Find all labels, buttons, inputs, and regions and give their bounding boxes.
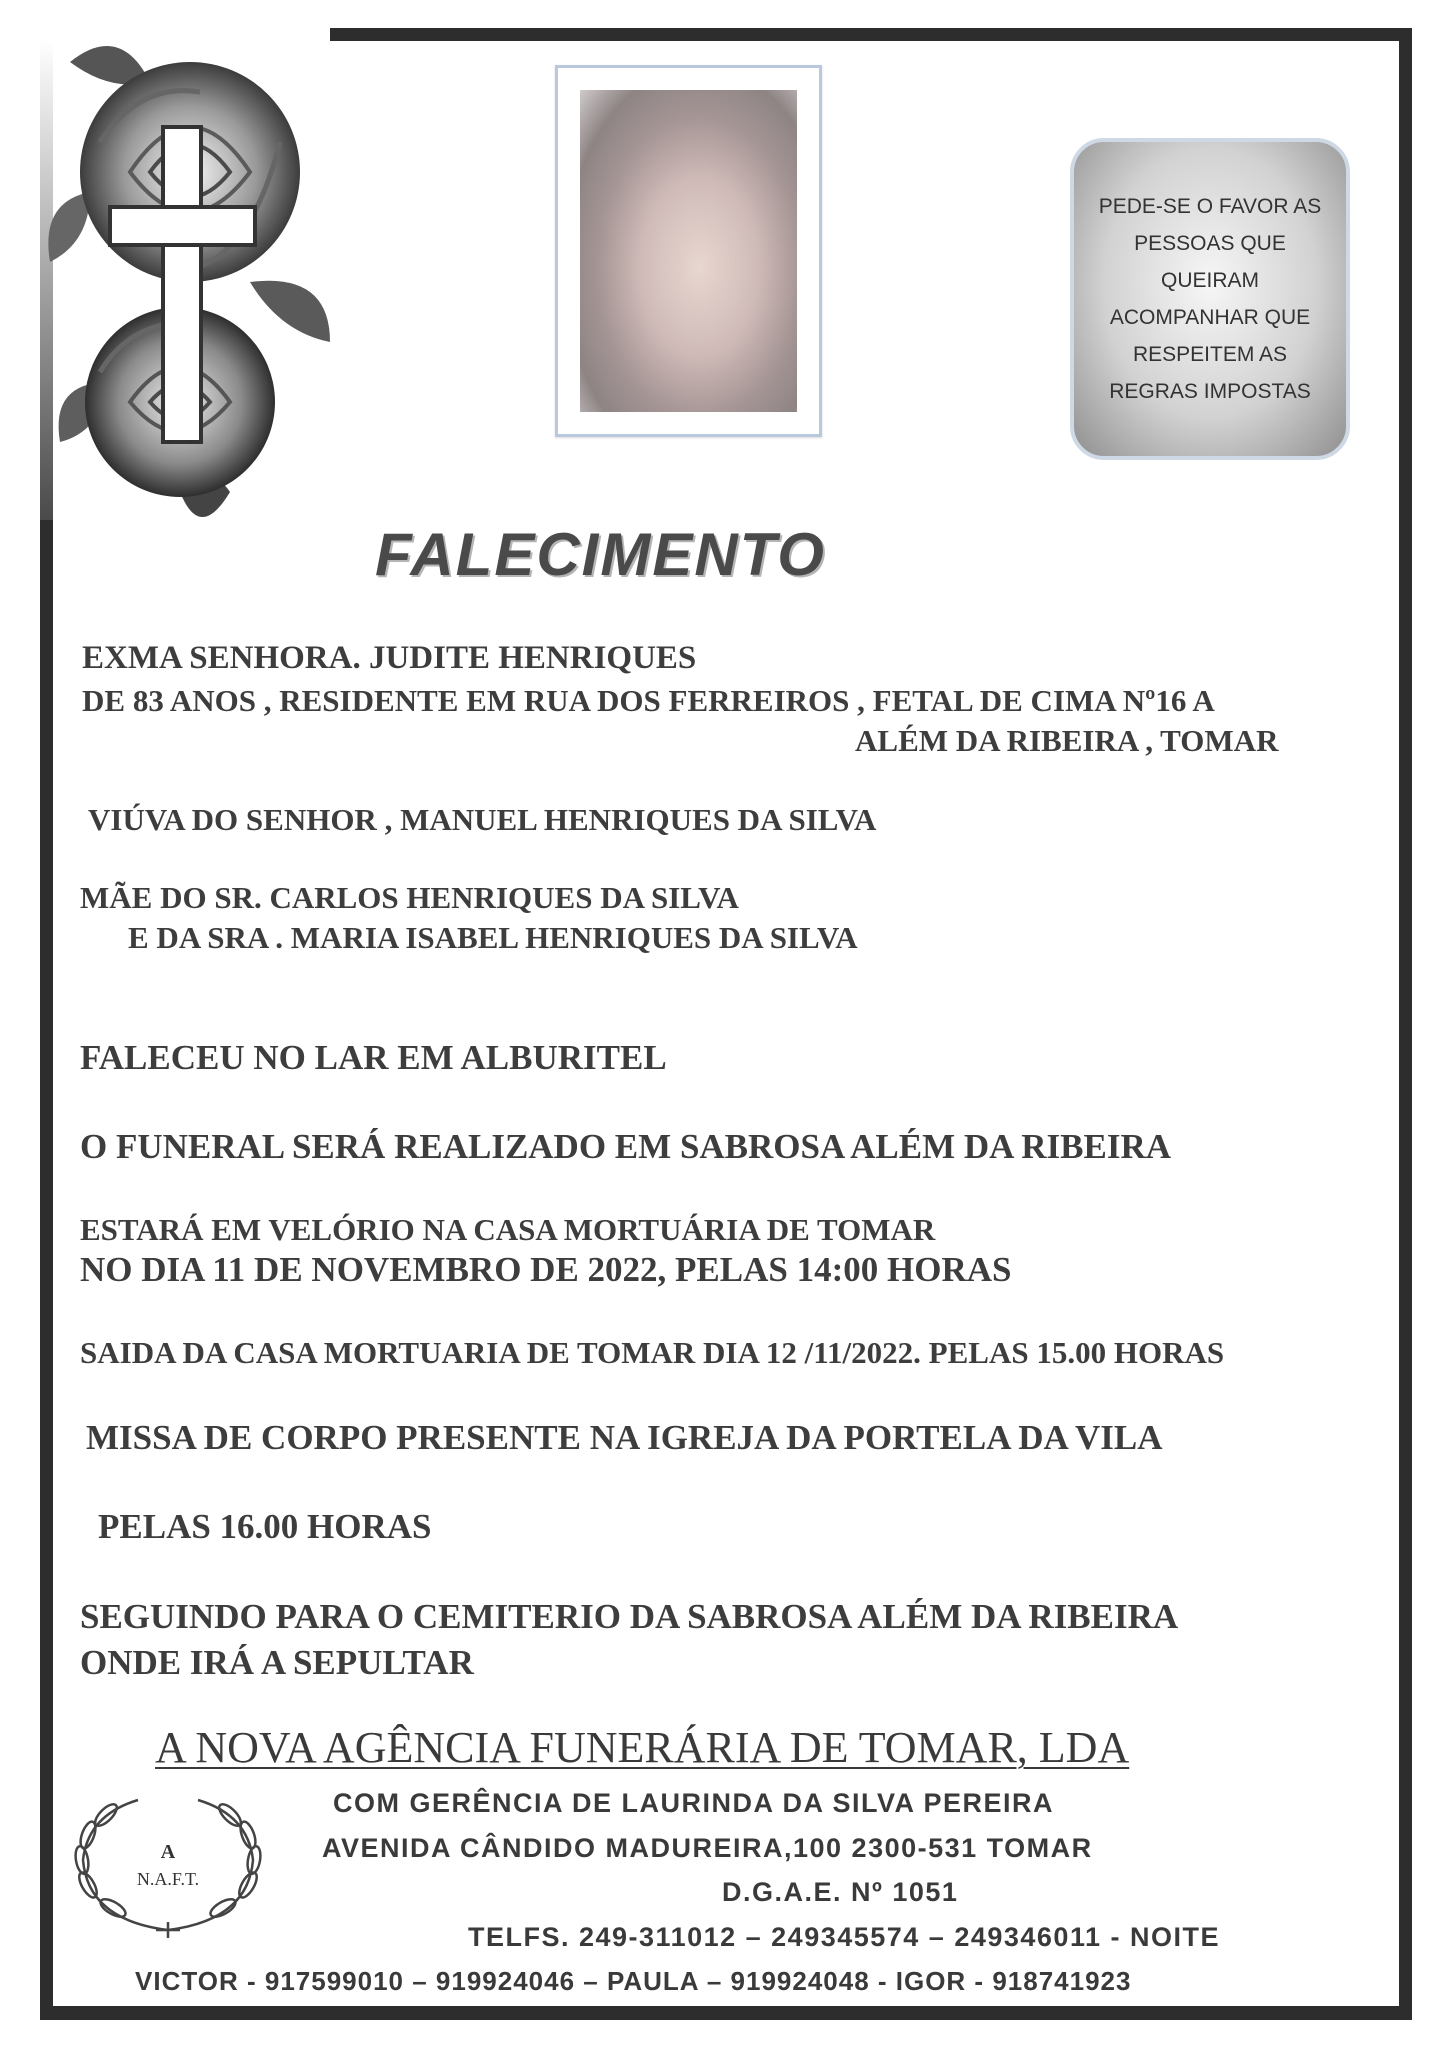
wake-line-1: ESTARÁ EM VELÓRIO NA CASA MORTUÁRIA DE TOMAR xyxy=(80,1212,936,1247)
notice-line: REGRAS IMPOSTAS xyxy=(1109,380,1311,403)
funeral-line: O FUNERAL SERÁ REALIZADO EM SABROSA ALÉM DA RIBEIRA xyxy=(80,1127,1172,1166)
frame-bottom-border xyxy=(40,2006,1412,2020)
portrait-photo xyxy=(580,90,797,412)
mass-line: MISSA DE CORPO PRESENTE NA IGREJA DA PORTELA DA VILA xyxy=(86,1418,1163,1457)
page-title: FALECIMENTO xyxy=(375,521,826,588)
agency-name: A NOVA AGÊNCIA FUNERÁRIA DE TOMAR, LDA xyxy=(155,1723,1130,1772)
wake-line-2: NO DIA 11 DE NOVEMBRO DE 2022, PELAS 14:00 HORAS xyxy=(80,1250,1012,1289)
cemetery-line-1: SEGUINDO PARA O CEMITERIO DA SABROSA ALÉM DA RIBEIRA xyxy=(80,1597,1179,1636)
departure-line: SAIDA DA CASA MORTUARIA DE TOMAR DIA 12 /11/2022. PELAS 15.00 HORAS xyxy=(80,1335,1225,1370)
notice-line: RESPEITEM AS xyxy=(1132,343,1288,366)
widow-line: VIÚVA DO SENHOR , MANUEL HENRIQUES DA SILVA xyxy=(88,802,877,837)
logo-acronym: N.A.F.T. xyxy=(136,1869,200,1889)
frame-right-border xyxy=(1399,28,1412,2020)
dgae-line: D.G.A.E. Nº 1051 xyxy=(722,1877,959,1907)
leaf-shape xyxy=(48,192,90,262)
logo-letter: A xyxy=(160,1841,176,1863)
age-line: DE 83 ANOS , RESIDENTE EM RUA DOS FERREIROS , FETAL DE CIMA Nº16 A xyxy=(82,683,1215,718)
laurel-wreath-logo xyxy=(68,1790,268,1940)
frame-left-border xyxy=(40,520,53,2020)
notice-line: ACOMPANHAR QUE xyxy=(1109,306,1311,329)
management-line: COM GERÊNCIA DE LAURINDA DA SILVA PEREIRA xyxy=(333,1788,1055,1818)
notice-line: PESSOAS QUE xyxy=(1134,232,1286,255)
name-line: EXMA SENHORA. JUDITE HENRIQUES xyxy=(82,640,697,676)
mass-time-line: PELAS 16.00 HORAS xyxy=(98,1507,432,1546)
notice-line: PEDE-SE O FAVOR AS xyxy=(1098,195,1322,218)
mother-line-1: MÃE DO SR. CARLOS HENRIQUES DA SILVA xyxy=(80,880,739,915)
died-line: FALECEU NO LAR EM ALBURITEL xyxy=(80,1038,667,1077)
place-line: ALÉM DA RIBEIRA , TOMAR xyxy=(855,723,1279,758)
night-contacts-line: VICTOR - 917599010 – 919924046 – PAULA – 919924048 - IGOR - 918741923 xyxy=(135,1966,1132,1996)
roses-cross-illustration xyxy=(30,22,350,542)
cemetery-line-2: ONDE IRÁ A SEPULTAR xyxy=(80,1643,474,1682)
phones-line: TELFS. 249-311012 – 249345574 – 249346011 - NOITE xyxy=(468,1922,1220,1952)
portrait-photo-frame xyxy=(555,65,822,437)
mother-line-2: E DA SRA . MARIA ISABEL HENRIQUES DA SILVA xyxy=(128,920,858,955)
frame-top-border xyxy=(330,28,1412,41)
leaf-shape xyxy=(250,281,330,342)
notice-box xyxy=(1070,138,1350,460)
notice-line: QUEIRAM xyxy=(1160,269,1259,292)
address-line: AVENIDA CÂNDIDO MADUREIRA,100 2300-531 TOMAR xyxy=(322,1833,1093,1863)
